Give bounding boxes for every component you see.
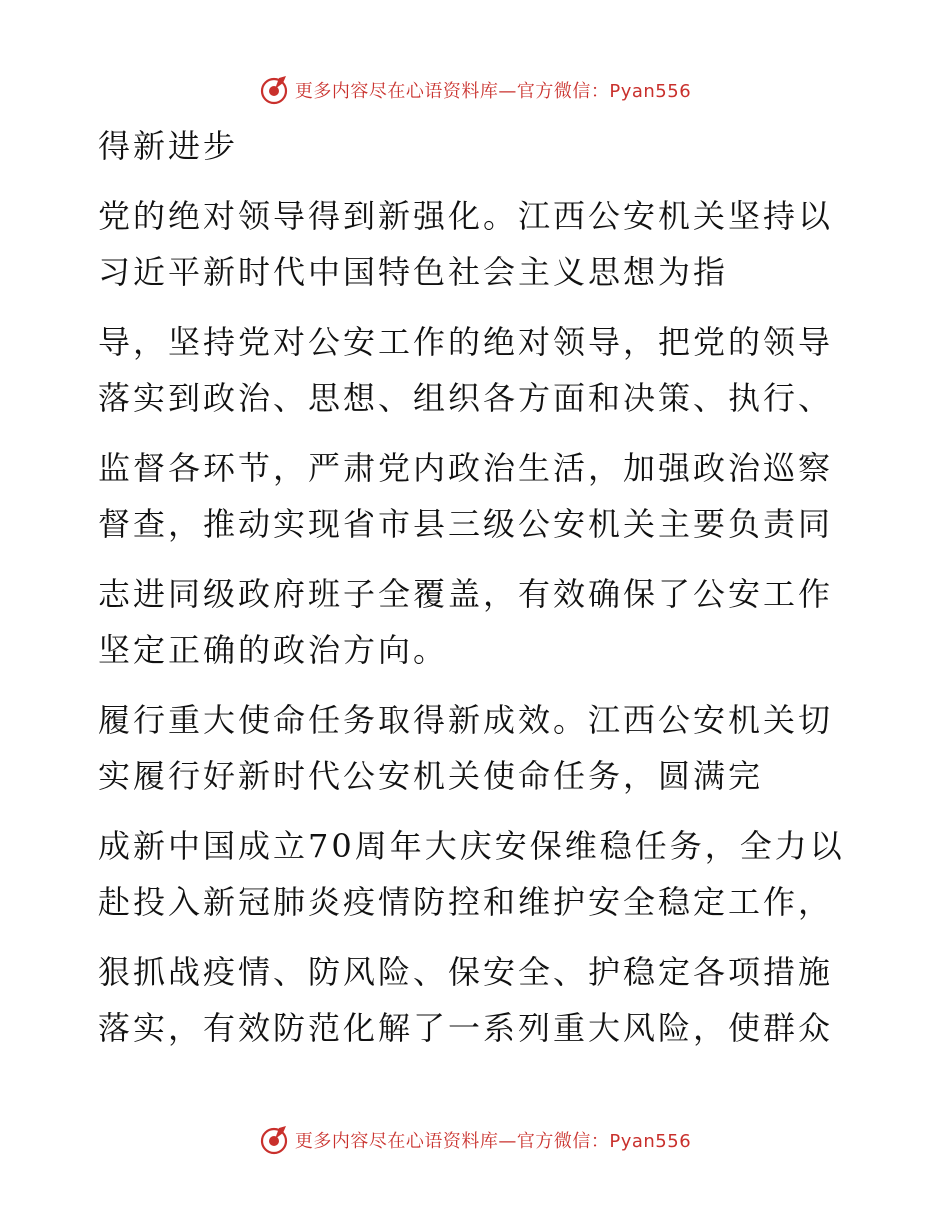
text-line: 督查，推动实现省市县三级公安机关主要负责同: [98, 505, 834, 543]
text-line: 志进同级政府班子全覆盖，有效确保了公安工作: [98, 575, 834, 613]
text-line: 成新中国成立70周年大庆安保维稳任务，全力以: [98, 827, 845, 865]
text-line: 实履行好新时代公安机关使命任务，圆满完: [98, 757, 764, 795]
text-line: 狠抓战疫情、防风险、保安全、护稳定各项措施: [98, 953, 834, 991]
text-line: 赴投入新冠肺炎疫情防控和维护安全稳定工作，: [98, 883, 834, 921]
document-body: [98, 118, 858, 1056]
footer-watermark: [0, 1120, 950, 1160]
text-line: 落实，有效防范化解了一系列重大风险，使群众: [98, 1009, 834, 1047]
text-line: 导，坚持党对公安工作的绝对领导，把党的领导: [98, 323, 834, 361]
watermark-text: 更多内容尽在心语资料库—官方微信：Pyan556: [294, 1131, 692, 1152]
text-line: 得新进步: [98, 127, 239, 165]
text-line: 党的绝对领导得到新强化。江西公安机关坚持以: [98, 197, 834, 235]
watermark-text: 更多内容尽在心语资料库—官方微信：Pyan556: [294, 81, 692, 102]
text-line: 履行重大使命任务取得新成效。江西公安机关切: [98, 701, 834, 739]
text-line: 落实到政治、思想、组织各方面和决策、执行、: [98, 379, 834, 417]
text-line: 坚定正确的政治方向。: [98, 631, 449, 669]
text-line: 监督各环节，严肃党内政治生活，加强政治巡察: [98, 449, 834, 487]
header-watermark: [0, 70, 950, 110]
text-line: 习近平新时代中国特色社会主义思想为指: [98, 253, 729, 291]
quill-seal-icon: [259, 75, 289, 105]
quill-seal-icon: [259, 1125, 289, 1155]
